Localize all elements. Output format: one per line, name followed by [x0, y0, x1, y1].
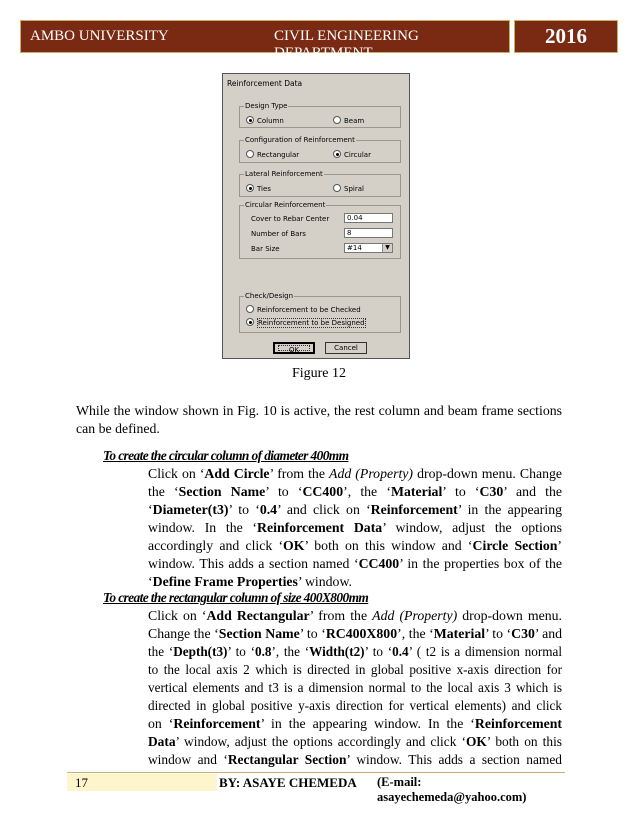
intro-line: While the window shown in Fig. 10 is active, the rest column and beam frame sections: [76, 403, 562, 418]
cancel-button[interactable]: Cancel: [325, 342, 367, 354]
cover-label: Cover to Rebar Center: [251, 215, 330, 223]
radio-icon: [333, 116, 341, 124]
body-line: window. In the ‘Reinforcement Data’ window, adjust the options: [148, 520, 562, 535]
body-line: Change the ‘Section Name’ to ‘RC400X800’, the ‘Material’ to ‘C30’ and: [148, 626, 562, 641]
year-box: [514, 20, 618, 53]
body-line: window and ‘Rectangular Section’ window. This adds a section named: [148, 752, 562, 767]
chevron-down-icon[interactable]: ▼: [382, 244, 392, 252]
body-line: the ‘Section Name’ to ‘CC400’, the ‘Material’ to ‘C30’ and the: [148, 484, 562, 499]
group-label: Check/Design: [245, 292, 294, 300]
body-line: window. This adds a section named ‘CC400’ in the properties box of the: [148, 556, 562, 571]
radio-selected-icon: [246, 184, 254, 192]
section-heading: To create the circular column of diameter 400mm: [103, 448, 349, 463]
header-banner: [20, 20, 510, 61]
lateral-group: [239, 170, 401, 197]
group-label: Lateral Reinforcement: [245, 170, 323, 178]
dialog-title: Reinforcement Data: [227, 79, 303, 88]
body-line: vertical elements and t3 is a dimension normal to the local axis 3 which is: [148, 680, 562, 695]
radio-column[interactable]: Column: [246, 116, 284, 125]
radio-spiral[interactable]: Spiral: [333, 184, 364, 193]
radio-beam[interactable]: Beam: [333, 116, 364, 125]
body-line: the ‘Depth(t3)’ to ‘0.8’, the ‘Width(t2)’ to ‘0.4’ ( t2 is a dimension normal: [148, 644, 562, 659]
body-line: to the local axis 2 which is directed in global positive x-axis direction for: [148, 662, 562, 677]
design-type-group: [239, 102, 401, 128]
radio-ties[interactable]: Ties: [246, 184, 271, 193]
check-design-group: [239, 292, 401, 333]
footer-author: BY: ASAYE CHEMEDA: [219, 775, 357, 790]
radio-selected-icon: [246, 116, 254, 124]
body-line: accordingly and click ‘OK’ both on this window and ‘Circle Section’: [148, 538, 562, 553]
section-heading: To create the rectangular column of size 400X800mm: [103, 590, 369, 605]
radio-selected-icon: [333, 150, 341, 158]
group-label: Configuration of Reinforcement: [245, 136, 355, 144]
radio-circular[interactable]: Circular: [333, 150, 371, 159]
bar-size-select[interactable]: #14 ▼: [344, 243, 393, 253]
department-name: CIVIL ENGINEERING DEPARTMENT: [274, 28, 419, 61]
ok-button[interactable]: OK: [273, 342, 315, 354]
cover-input[interactable]: 0.04: [344, 213, 393, 223]
configuration-group: [239, 136, 401, 163]
group-label: Circular Reinforcement: [245, 201, 326, 209]
body-line: Data’ window, adjust the options accordingly and click ‘OK’ both on this: [148, 734, 563, 749]
university-name: AMBO UNIVERSITY: [30, 28, 169, 44]
size-label: Bar Size: [251, 245, 280, 253]
body-line: ‘Define Frame Properties’ window.: [148, 574, 352, 589]
radio-icon: [246, 150, 254, 158]
body-line: directed in global positive y-axis direction for vertical elements) and click: [148, 698, 562, 713]
radio-icon: [246, 305, 254, 313]
footer-email: (E-mail: asayechemeda@yahoo.com): [377, 775, 527, 804]
bars-label: Number of Bars: [251, 230, 306, 238]
radio-rectangular[interactable]: Rectangular: [246, 150, 299, 159]
page-footer: [67, 772, 565, 804]
radio-selected-icon: [246, 318, 254, 326]
page-number: 17: [75, 775, 88, 790]
body-line: Click on ‘Add Rectangular’ from the Add (Property) drop-down menu.: [148, 608, 562, 623]
figure-caption: Figure 12: [291, 366, 347, 381]
bars-input[interactable]: 8: [344, 228, 393, 238]
radio-checked[interactable]: Reinforcement to be Checked: [246, 305, 361, 314]
body-line: Click on ‘Add Circle’ from the Add (Property) drop-down menu. Change: [148, 466, 563, 481]
circular-reinforcement-group: [239, 201, 401, 259]
body-line: on ‘Reinforcement’ in the appearing window. In the ‘Reinforcement: [148, 716, 562, 731]
body-line: ‘Diameter(t3)’ to ‘0.4’ and click on ‘Reinforcement’ in the appearing: [148, 502, 562, 517]
radio-icon: [333, 184, 341, 192]
radio-designed[interactable]: Reinforcement to be Designed: [246, 318, 366, 327]
intro-line: can be defined.: [76, 421, 160, 436]
year: 2016: [545, 24, 587, 48]
page-number-box: [67, 774, 217, 791]
group-label: Design Type: [245, 102, 288, 110]
reinforcement-data-dialog: [222, 73, 410, 359]
page-header: [20, 20, 618, 61]
